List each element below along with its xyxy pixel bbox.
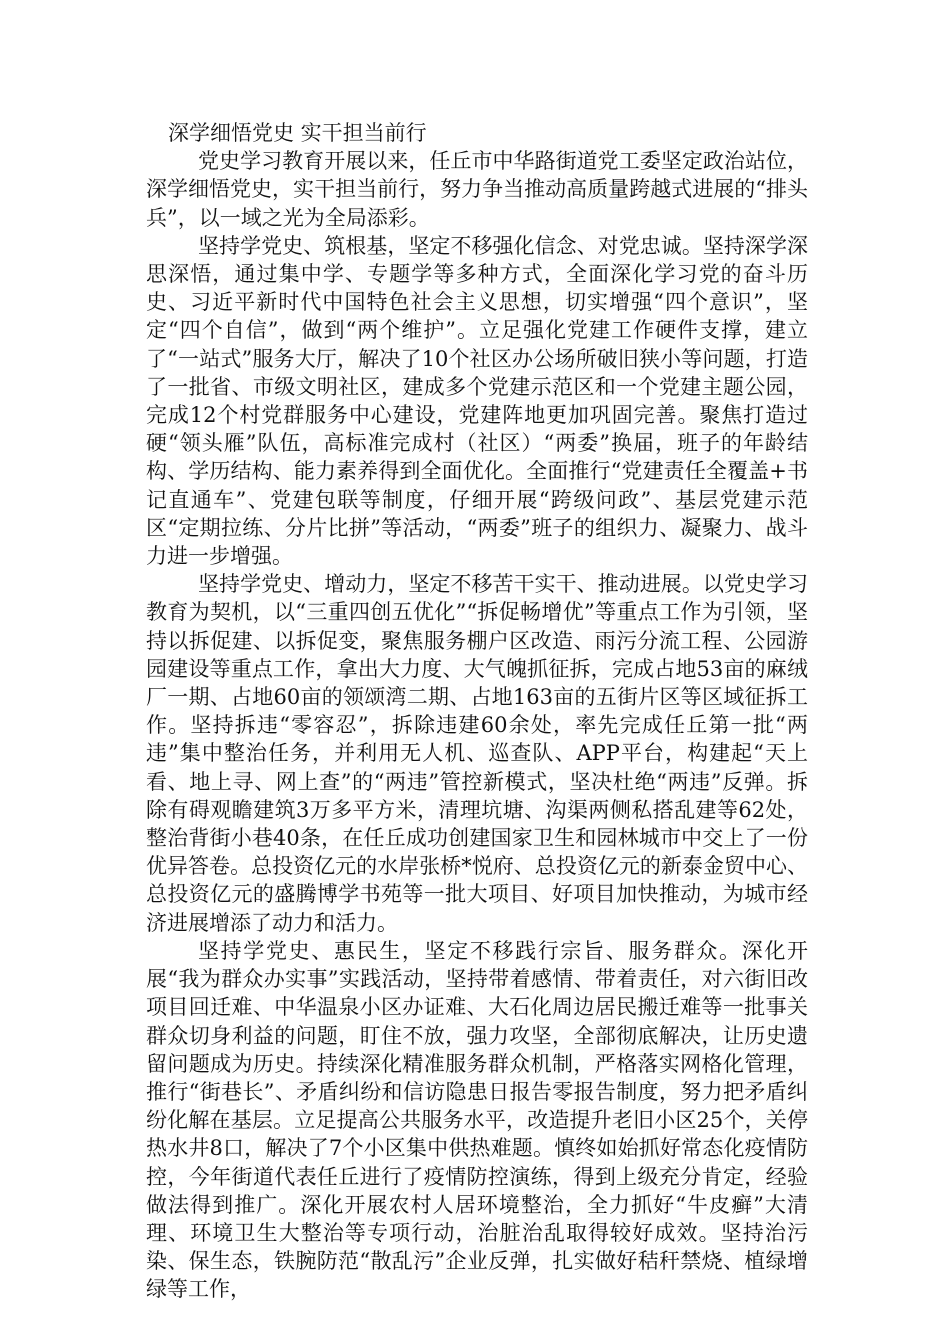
paragraph-livelihood: 坚持学党史、惠民生，坚定不移践行宗旨、服务群众。深化开展“我为群众办实事”实践活动，坚持带着感情、带着责任，对六街旧改项目回迁难、中华温泉小区办证难、大石化周边居民搬迁难等一批事关群众切身利益的问题，盯住不放，强力攻坚，全部彻底解决，让历史遗留问题成为历史。持续深化精准服务群众机制，严格落实网格化管理，推行“街巷长”、矛盾纠纷和信访隐患日报告零报告制度，努力把矛盾纠纷化解在基层。立足提高公共服务水平，改造提升老旧小区25个，关停热水井8口，解决了7个小区集中供热难题。慎终如始抓好常态化疫情防控，今年街道代表任丘进行了疫情防控演练，得到上级充分肯定，经验做法得到推广。深化开展农村人居环境整治，全力抓好“牛皮癣”大清理、环境卫生大整治等专项行动，治脏治乱取得较好成效。坚持治污染、保生态，铁腕防范“散乱污”企业反弹，扎实做好秸秆禁烧、植绿增绿等工作， xyxy=(146,938,808,1302)
paragraph-momentum: 坚持学党史、增动力，坚定不移苦干实干、推动进展。以党史学习教育为契机，以“三重四创五优化”“拆促畅增优”等重点工作为引领，坚持以拆促建、以拆促变，聚焦服务棚户区改造、雨污分流工程、公园游园建设等重点工作，拿出大力度、大气魄抓征拆，完成占地53亩的麻绒厂一期、占地60亩的领颂湾二期、占地163亩的五街片区等区域征拆工作。坚持拆违“零容忍”，拆除违建60余处，率先完成任丘第一批“两违”集中整治任务，并利用无人机、巡查队、APP平台，构建起“天上看、地上寻、网上查”的“两违”管控新模式，坚决杜绝“两违”反弹。拆除有碍观瞻建筑3万多平方米，清理坑塘、沟渠两侧私搭乱建等62处，整治背街小巷40条，在任丘成功创建国家卫生和园林城市中交上了一份优异答卷。总投资亿元的水岸张桥*悦府、总投资亿元的新泰金贸中心、总投资亿元的盛腾博学书苑等一批大项目、好项目加快推动，为城市经济进展增添了动力和活力。 xyxy=(146,572,808,935)
paragraph-intro: 党史学习教育开展以来，任丘市中华路街道党工委坚定政治站位，深学细悟党史，实干担当前行，努力争当推动高质量跨越式进展的“排头兵”，以一域之光为全局添彩。 xyxy=(146,149,808,230)
document-body xyxy=(146,119,808,1304)
paragraph-foundation: 坚持学党史、筑根基，坚定不移强化信念、对党忠诚。坚持深学深思深悟，通过集中学、专题学等多种方式，全面深化学习党的奋斗历史、习近平新时代中国特色社会主义思想，切实增强“四个意识”，坚定“四个自信”，做到“两个维护”。立足强化党建工作硬件支撑，建立了“一站式”服务大厅，解决了10个社区办公场所破旧狭小等问题，打造了一批省、市级文明社区，建成多个党建示范区和一个党建主题公园，完成12个村党群服务中心建设，党建阵地更加巩固完善。聚焦打造过硬“领头雁”队伍，高标准完成村（社区）“两委”换届，班子的年龄结构、学历结构、能力素养得到全面优化。全面推行“党建责任全覆盖+书记直通车”、党建包联等制度，仔细开展“跨级问政”、基层党建示范区“定期拉练、分片比拼”等活动，“两委”班子的组织力、凝聚力、战斗力进一步增强。 xyxy=(146,233,808,569)
document-title: 深学细悟党史 实干担当前行 xyxy=(168,121,427,145)
